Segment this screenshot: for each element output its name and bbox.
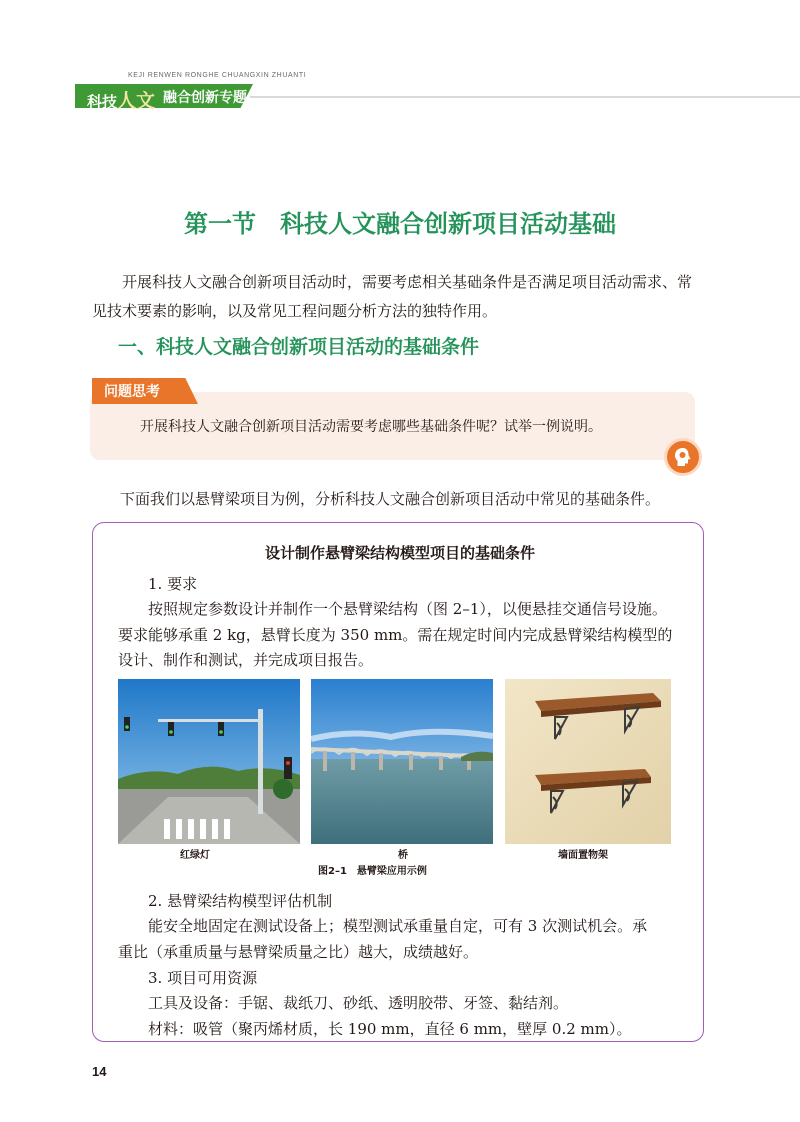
header-right-title: 融合创新专题: [163, 90, 247, 106]
box-title: 设计制作悬臂梁结构模型项目的基础条件: [264, 544, 535, 562]
header-left-a: 科技: [87, 93, 118, 111]
page-number: 14: [92, 1064, 107, 1079]
photo-caption: 红绿灯: [180, 850, 210, 861]
question-text: 开展科技人文融合创新项目活动需要考虑哪些基础条件呢？试举一例说明。: [140, 419, 602, 435]
req-line: 设计、制作和测试，并完成项目报告。: [118, 651, 374, 669]
heading-1: 一、科技人文融合创新项目活动的基础条件: [118, 336, 480, 358]
header-left-b: 人文: [117, 90, 156, 112]
photo-caption: 桥: [398, 850, 408, 861]
traffic-light-photo: [118, 679, 300, 844]
photo-caption: 墙面置物架: [558, 850, 608, 861]
eval-heading: 2. 悬臂梁结构模型评估机制: [148, 892, 333, 910]
header-pinyin: KEJI RENWEN RONGHE CHUANGXIN ZHUANTI: [128, 72, 307, 79]
req-line: 按照规定参数设计并制作一个悬臂梁结构（图 2–1），以便悬挂交通信号设施。: [148, 600, 667, 618]
eval-line: 能安全地固定在测试设备上；模型测试承重量自定，可有 3 次测试机会。承: [148, 917, 648, 935]
head-thinking-icon: [664, 438, 702, 476]
req-line: 要求能够承重 2 kg，悬臂长度为 350 mm。需在规定时间内完成悬臂梁结构模型的: [118, 626, 673, 644]
section-title: 第一节 科技人文融合创新项目活动基础: [184, 210, 616, 238]
resources-line: 材料：吸管（聚丙烯材质，长 190 mm，直径 6 mm，壁厚 0.2 mm）。: [148, 1020, 632, 1038]
req-heading: 1. 要求: [148, 575, 198, 593]
bridge-photo: [311, 679, 493, 844]
resources-line: 工具及设备：手锯、裁纸刀、砂纸、透明胶带、牙签、黏结剂。: [148, 994, 569, 1012]
figure-caption: 图2–1 悬臂梁应用示例: [318, 866, 427, 877]
header-rule: [250, 96, 800, 98]
lead-sentence: 下面我们以悬臂梁项目为例，分析科技人文融合创新项目活动中常见的基础条件。: [120, 490, 661, 508]
intro-paragraph: 开展科技人文融合创新项目活动时，需要考虑相关基础条件是否满足项目活动需求、常见技术要素的影响，以及常见工程问题分析方法的独特作用。: [92, 273, 693, 320]
wall-shelf-photo: [505, 679, 671, 844]
question-tab-label: 问题思考: [104, 384, 160, 400]
eval-line: 重比（承重质量与悬臂梁质量之比）越大，成绩越好。: [118, 943, 479, 961]
resources-heading: 3. 项目可用资源: [148, 969, 258, 987]
header-left-title: [87, 86, 155, 113]
